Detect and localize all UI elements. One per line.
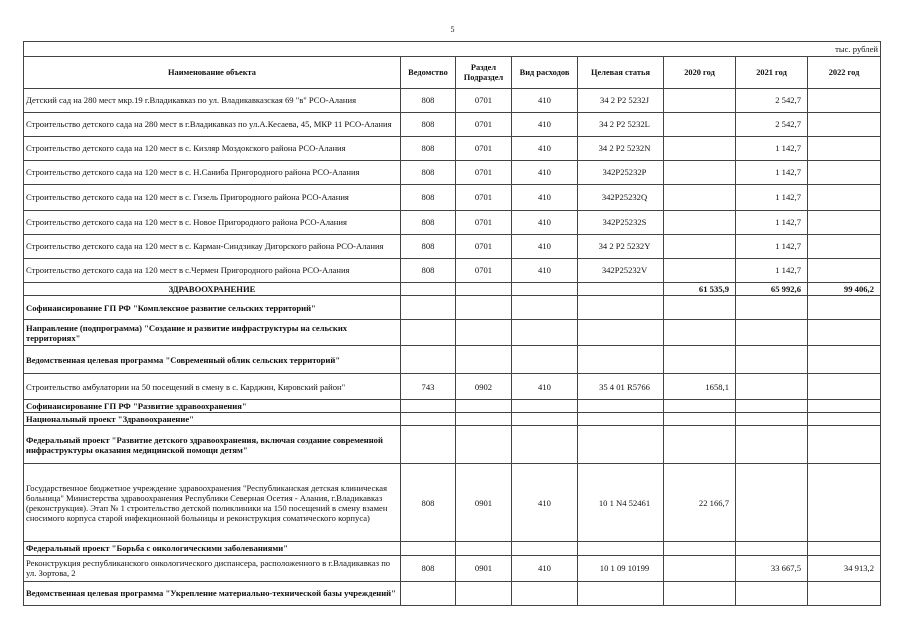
value-cell-razdel: 0701: [456, 185, 512, 211]
value-cell-y2022: [808, 137, 881, 161]
table-row: [24, 320, 881, 346]
value-cell-razdel: [456, 283, 512, 296]
header-row: [24, 57, 881, 89]
value-cell-y2020: 1658,1: [664, 374, 736, 400]
object-name-cell: Национальный проект "Здравоохранение": [24, 413, 401, 426]
table-row: [24, 259, 881, 283]
object-name-cell: Строительство детского сада на 120 мест в с. Гизель Пригородного района РСО-Алания: [24, 185, 401, 211]
object-name-cell: Федеральный проект "Развитие детского здравоохранения, включая создание современной инфраструктуры оказания медицинской помощи детям": [24, 426, 401, 464]
value-cell-razdel: [456, 542, 512, 555]
value-cell-y2020: [664, 413, 736, 426]
value-cell-ved: [401, 426, 456, 464]
value-cell-ved: [401, 400, 456, 413]
value-cell-razdel: [456, 426, 512, 464]
value-cell-razdel: [456, 346, 512, 374]
header-cell: 2020 год: [664, 57, 736, 89]
value-cell-y2021: 1 142,7: [736, 185, 808, 211]
value-cell-y2021: 1 142,7: [736, 259, 808, 283]
value-cell-y2020: [664, 346, 736, 374]
header-cell: Вид расходов: [512, 57, 578, 89]
value-cell-ved: 808: [401, 137, 456, 161]
value-cell-cel: [578, 346, 664, 374]
value-cell-cel: [578, 283, 664, 296]
table-row: [24, 185, 881, 211]
value-cell-y2022: [808, 296, 881, 320]
value-cell-razdel: [456, 400, 512, 413]
table-row: [24, 346, 881, 374]
header-cell: Раздел Подраздел: [456, 57, 512, 89]
value-cell-cel: 34 2 P2 5232L: [578, 113, 664, 137]
value-cell-vid: [512, 320, 578, 346]
object-name-cell: Строительство детского сада на 120 мест в с.Чермен Пригородного района РСО-Алания: [24, 259, 401, 283]
value-cell-vid: 410: [512, 211, 578, 235]
value-cell-y2021: [736, 374, 808, 400]
value-cell-y2022: [808, 426, 881, 464]
value-cell-cel: 342P25232P: [578, 161, 664, 185]
value-cell-y2020: [664, 555, 736, 581]
value-cell-y2022: [808, 542, 881, 555]
value-cell-vid: 410: [512, 235, 578, 259]
value-cell-razdel: 0701: [456, 137, 512, 161]
value-cell-vid: 410: [512, 464, 578, 542]
object-name-cell: ЗДРАВООХРАНЕНИЕ: [24, 283, 401, 296]
value-cell-vid: 410: [512, 374, 578, 400]
value-cell-y2021: [736, 426, 808, 464]
value-cell-razdel: 0701: [456, 113, 512, 137]
value-cell-y2022: [808, 211, 881, 235]
table-row: [24, 555, 881, 581]
table-row: [24, 400, 881, 413]
object-name-cell: Ведомственная целевая программа "Укрепление материально-технической базы учреждений": [24, 581, 401, 605]
value-cell-y2022: [808, 346, 881, 374]
value-cell-y2021: [736, 296, 808, 320]
object-name-cell: Детский сад на 280 мест мкр.19 г.Владикавказ по ул. Владикавказская 69 "в" РСО-Алания: [24, 89, 401, 113]
value-cell-y2020: [664, 581, 736, 605]
value-cell-y2020: [664, 400, 736, 413]
value-cell-vid: [512, 400, 578, 413]
value-cell-y2022: [808, 374, 881, 400]
value-cell-ved: [401, 413, 456, 426]
value-cell-y2021: [736, 581, 808, 605]
value-cell-ved: [401, 283, 456, 296]
value-cell-y2020: [664, 161, 736, 185]
value-cell-vid: 410: [512, 555, 578, 581]
object-name-cell: Ведомственная целевая программа "Современный облик сельских территорий": [24, 346, 401, 374]
value-cell-y2022: [808, 259, 881, 283]
value-cell-y2020: [664, 185, 736, 211]
object-name-cell: Федеральный проект "Борьба с онкологическими заболеваниями": [24, 542, 401, 555]
value-cell-razdel: [456, 581, 512, 605]
object-name-cell: Строительство детского сада на 280 мест в г.Владикавказ по ул.А.Кесаева, 45, МКР 11 РСО-Алания: [24, 113, 401, 137]
object-name-cell: Строительство детского сада на 120 мест в с. Кизляр Моздокского района РСО-Алания: [24, 137, 401, 161]
value-cell-ved: [401, 346, 456, 374]
value-cell-cel: [578, 426, 664, 464]
value-cell-y2022: [808, 413, 881, 426]
value-cell-razdel: 0701: [456, 89, 512, 113]
table-row: [24, 137, 881, 161]
value-cell-ved: 808: [401, 259, 456, 283]
value-cell-vid: [512, 426, 578, 464]
value-cell-ved: 808: [401, 185, 456, 211]
value-cell-y2020: [664, 320, 736, 346]
value-cell-y2021: 65 992,6: [736, 283, 808, 296]
value-cell-y2020: 22 166,7: [664, 464, 736, 542]
value-cell-vid: 410: [512, 185, 578, 211]
value-cell-cel: [578, 400, 664, 413]
value-cell-ved: [401, 320, 456, 346]
value-cell-ved: 808: [401, 161, 456, 185]
value-cell-vid: [512, 581, 578, 605]
value-cell-y2021: 2 542,7: [736, 89, 808, 113]
header-cell: Целевая статья: [578, 57, 664, 89]
value-cell-ved: [401, 581, 456, 605]
value-cell-vid: 410: [512, 113, 578, 137]
value-cell-y2022: [808, 89, 881, 113]
value-cell-y2022: [808, 113, 881, 137]
page-number: 5: [450, 25, 455, 34]
value-cell-razdel: [456, 413, 512, 426]
value-cell-cel: [578, 296, 664, 320]
value-cell-ved: 808: [401, 113, 456, 137]
value-cell-y2020: [664, 137, 736, 161]
value-cell-cel: 10 1 N4 52461: [578, 464, 664, 542]
value-cell-ved: 808: [401, 555, 456, 581]
header-cell: 2021 год: [736, 57, 808, 89]
value-cell-cel: [578, 320, 664, 346]
value-cell-cel: 342P25232Q: [578, 185, 664, 211]
object-name-cell: Софинансирование ГП РФ "Развитие здравоохранения": [24, 400, 401, 413]
value-cell-vid: 410: [512, 137, 578, 161]
value-cell-y2021: 1 142,7: [736, 161, 808, 185]
value-cell-y2021: [736, 320, 808, 346]
value-cell-cel: 34 2 P2 5232Y: [578, 235, 664, 259]
table-row: [24, 89, 881, 113]
value-cell-y2022: 99 406,2: [808, 283, 881, 296]
value-cell-y2022: [808, 235, 881, 259]
header-cell: Ведомство: [401, 57, 456, 89]
value-cell-vid: [512, 283, 578, 296]
value-cell-ved: [401, 542, 456, 555]
value-cell-cel: 342P25232V: [578, 259, 664, 283]
value-cell-y2020: [664, 259, 736, 283]
object-name-cell: Строительство амбулатории на 50 посещений в смену в с. Карджин, Кировский район": [24, 374, 401, 400]
value-cell-y2021: 33 667,5: [736, 555, 808, 581]
value-cell-razdel: 0701: [456, 211, 512, 235]
table-row: [24, 464, 881, 542]
value-cell-y2022: [808, 320, 881, 346]
value-cell-ved: 743: [401, 374, 456, 400]
value-cell-y2020: [664, 235, 736, 259]
object-name-cell: Софинансирование ГП РФ "Комплексное развитие сельских территорий": [24, 296, 401, 320]
value-cell-cel: [578, 581, 664, 605]
table-row: [24, 211, 881, 235]
value-cell-y2022: [808, 185, 881, 211]
table-row: [24, 542, 881, 555]
value-cell-ved: 808: [401, 89, 456, 113]
value-cell-ved: 808: [401, 211, 456, 235]
units-row: [24, 42, 881, 57]
value-cell-cel: 10 1 09 10199: [578, 555, 664, 581]
header-cell: 2022 год: [808, 57, 881, 89]
value-cell-y2021: [736, 542, 808, 555]
value-cell-y2020: [664, 211, 736, 235]
value-cell-razdel: 0901: [456, 555, 512, 581]
value-cell-y2020: [664, 89, 736, 113]
value-cell-razdel: [456, 296, 512, 320]
object-name-cell: Государственное бюджетное учреждение здравоохранения "Республиканская детская клиническая больница" Министерства здравоохранения Республики Северная Осетия - Алания, г.Владикавказ (реконструкция). Этап № 1 строительство детской поликлиники на 150 посещений в смену взамен сносимого корпуса старой инфекционной больницы и реконструкция соматического корпуса): [24, 464, 401, 542]
table-row: [24, 283, 881, 296]
table-row: [24, 235, 881, 259]
value-cell-y2020: 61 535,9: [664, 283, 736, 296]
value-cell-y2022: [808, 161, 881, 185]
table-row: [24, 113, 881, 137]
value-cell-cel: [578, 413, 664, 426]
table-row: [24, 413, 881, 426]
value-cell-vid: [512, 346, 578, 374]
value-cell-vid: 410: [512, 161, 578, 185]
value-cell-ved: 808: [401, 235, 456, 259]
value-cell-vid: 410: [512, 259, 578, 283]
value-cell-vid: [512, 296, 578, 320]
value-cell-ved: 808: [401, 464, 456, 542]
value-cell-razdel: 0701: [456, 259, 512, 283]
value-cell-razdel: 0701: [456, 161, 512, 185]
value-cell-vid: 410: [512, 89, 578, 113]
value-cell-y2022: [808, 581, 881, 605]
object-name-cell: Строительство детского сада на 120 мест в с. Карман-Синдзикау Дигорского района РСО-Алания: [24, 235, 401, 259]
value-cell-cel: [578, 542, 664, 555]
value-cell-y2020: [664, 113, 736, 137]
value-cell-y2021: 1 142,7: [736, 137, 808, 161]
value-cell-y2021: [736, 464, 808, 542]
table-row: [24, 581, 881, 605]
value-cell-y2021: [736, 346, 808, 374]
table-row: [24, 161, 881, 185]
value-cell-vid: [512, 413, 578, 426]
table-row: [24, 426, 881, 464]
value-cell-razdel: 0902: [456, 374, 512, 400]
value-cell-y2021: 1 142,7: [736, 235, 808, 259]
value-cell-y2021: [736, 413, 808, 426]
budget-table: [23, 41, 881, 606]
header-cell: Наименование объекта: [24, 57, 401, 89]
value-cell-y2020: [664, 426, 736, 464]
table-row: [24, 374, 881, 400]
table-row: [24, 296, 881, 320]
value-cell-ved: [401, 296, 456, 320]
value-cell-y2020: [664, 542, 736, 555]
object-name-cell: Строительство детского сада на 120 мест в с. Новое Пригородного района РСО-Алания: [24, 211, 401, 235]
value-cell-razdel: [456, 320, 512, 346]
object-name-cell: Направление (подпрограмма) "Создание и развитие инфраструктуры на сельских территориях": [24, 320, 401, 346]
value-cell-vid: [512, 542, 578, 555]
object-name-cell: Строительство детского сада на 120 мест в с. Н.Саниба Пригородного района РСО-Алания: [24, 161, 401, 185]
value-cell-y2020: [664, 296, 736, 320]
object-name-cell: Реконструкция республиканского онкологического диспансера, расположенного в г.Владикавказ по ул. Зортова, 2: [24, 555, 401, 581]
value-cell-y2022: [808, 464, 881, 542]
value-cell-cel: 35 4 01 R5766: [578, 374, 664, 400]
value-cell-razdel: 0901: [456, 464, 512, 542]
value-cell-y2021: 1 142,7: [736, 211, 808, 235]
value-cell-razdel: 0701: [456, 235, 512, 259]
value-cell-cel: 342P25232S: [578, 211, 664, 235]
value-cell-y2021: [736, 400, 808, 413]
value-cell-y2022: [808, 400, 881, 413]
value-cell-y2022: 34 913,2: [808, 555, 881, 581]
value-cell-cel: 34 2 P2 5232J: [578, 89, 664, 113]
units-label: тыс. рублей: [24, 42, 881, 57]
value-cell-y2021: 2 542,7: [736, 113, 808, 137]
value-cell-cel: 34 2 P2 5232N: [578, 137, 664, 161]
